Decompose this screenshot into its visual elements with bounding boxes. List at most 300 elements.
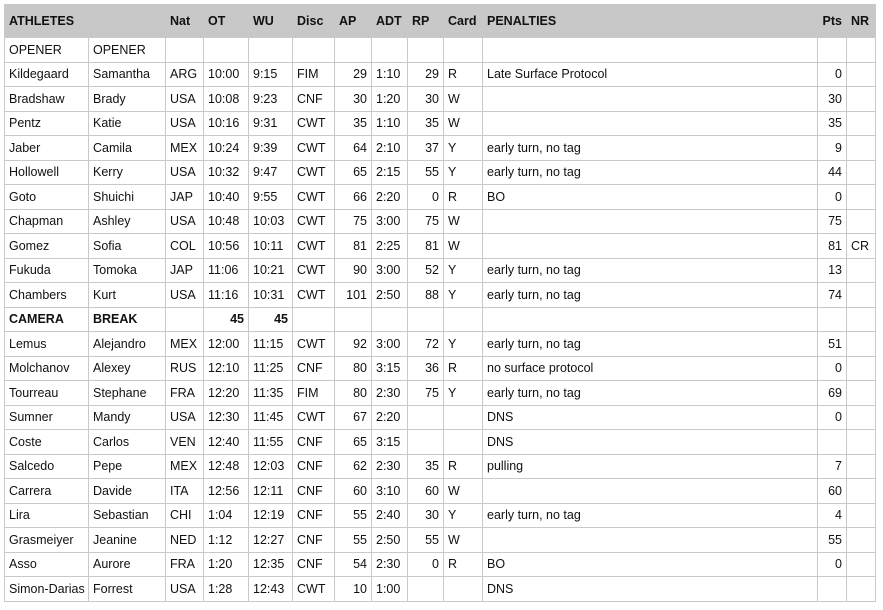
- cell-adt: 3:00: [372, 258, 408, 283]
- cell-disc: CWT: [293, 136, 335, 161]
- cell-nr: [847, 87, 876, 112]
- cell-pts: 4: [818, 503, 847, 528]
- cell-nat: NED: [166, 528, 204, 553]
- cell-card: Y: [444, 258, 483, 283]
- cell-ot: 10:16: [204, 111, 249, 136]
- cell-pts: 44: [818, 160, 847, 185]
- cell-penalties: [483, 307, 818, 332]
- cell-nr: [847, 332, 876, 357]
- cell-wu: 10:03: [249, 209, 293, 234]
- header-pts: Pts: [818, 5, 847, 38]
- cell-rp: 88: [408, 283, 444, 308]
- cell-last-name: Goto: [5, 185, 89, 210]
- cell-first-name: Shuichi: [89, 185, 166, 210]
- cell-disc: CNF: [293, 356, 335, 381]
- cell-pts: 7: [818, 454, 847, 479]
- cell-last-name: Salcedo: [5, 454, 89, 479]
- cell-card: R: [444, 356, 483, 381]
- cell-rp: [408, 577, 444, 602]
- cell-card: W: [444, 87, 483, 112]
- header-adt: ADT: [372, 5, 408, 38]
- table-row: [5, 577, 876, 602]
- cell-penalties: [483, 87, 818, 112]
- cell-disc: [293, 307, 335, 332]
- cell-rp: [408, 307, 444, 332]
- cell-card: W: [444, 111, 483, 136]
- cell-nat: JAP: [166, 258, 204, 283]
- cell-disc: CWT: [293, 405, 335, 430]
- cell-ot: 1:28: [204, 577, 249, 602]
- cell-last-name: CAMERA: [5, 307, 89, 332]
- cell-card: [444, 307, 483, 332]
- cell-first-name: Brady: [89, 87, 166, 112]
- cell-adt: [372, 307, 408, 332]
- cell-adt: 2:25: [372, 234, 408, 259]
- cell-first-name: Pepe: [89, 454, 166, 479]
- cell-first-name: Tomoka: [89, 258, 166, 283]
- cell-disc: CWT: [293, 332, 335, 357]
- cell-nr: [847, 479, 876, 504]
- cell-pts: [818, 430, 847, 455]
- cell-last-name: Fukuda: [5, 258, 89, 283]
- cell-rp: [408, 38, 444, 63]
- table-row: [5, 87, 876, 112]
- table-row: [5, 62, 876, 87]
- cell-ap: 101: [335, 283, 372, 308]
- cell-disc: FIM: [293, 381, 335, 406]
- cell-card: R: [444, 552, 483, 577]
- cell-nat: MEX: [166, 136, 204, 161]
- cell-penalties: pulling: [483, 454, 818, 479]
- cell-ap: 62: [335, 454, 372, 479]
- cell-adt: 3:10: [372, 479, 408, 504]
- cell-last-name: Coste: [5, 430, 89, 455]
- cell-first-name: Kerry: [89, 160, 166, 185]
- cell-nat: JAP: [166, 185, 204, 210]
- cell-ap: 55: [335, 528, 372, 553]
- cell-card: Y: [444, 283, 483, 308]
- cell-first-name: Katie: [89, 111, 166, 136]
- cell-penalties: early turn, no tag: [483, 332, 818, 357]
- cell-adt: 2:30: [372, 552, 408, 577]
- cell-penalties: early turn, no tag: [483, 503, 818, 528]
- cell-penalties: early turn, no tag: [483, 283, 818, 308]
- cell-rp: 60: [408, 479, 444, 504]
- header-nr: NR: [847, 5, 876, 38]
- cell-adt: 1:10: [372, 62, 408, 87]
- cell-rp: [408, 430, 444, 455]
- cell-nat: USA: [166, 160, 204, 185]
- cell-disc: CNF: [293, 479, 335, 504]
- cell-ot: 11:16: [204, 283, 249, 308]
- cell-ap: 54: [335, 552, 372, 577]
- cell-card: R: [444, 185, 483, 210]
- cell-wu: 10:11: [249, 234, 293, 259]
- cell-rp: 30: [408, 503, 444, 528]
- athletes-table: [4, 4, 876, 602]
- header-penalties: PENALTIES: [483, 5, 818, 38]
- cell-ap: 80: [335, 356, 372, 381]
- cell-first-name: Alejandro: [89, 332, 166, 357]
- cell-nr: [847, 454, 876, 479]
- cell-last-name: Sumner: [5, 405, 89, 430]
- cell-ap: [335, 38, 372, 63]
- cell-wu: 11:35: [249, 381, 293, 406]
- table-row: [5, 258, 876, 283]
- cell-disc: CWT: [293, 160, 335, 185]
- cell-ap: 30: [335, 87, 372, 112]
- cell-nat: ITA: [166, 479, 204, 504]
- cell-wu: 12:35: [249, 552, 293, 577]
- cell-pts: 0: [818, 552, 847, 577]
- cell-adt: 2:50: [372, 283, 408, 308]
- cell-rp: 75: [408, 381, 444, 406]
- header-ap: AP: [335, 5, 372, 38]
- cell-nat: [166, 307, 204, 332]
- cell-pts: 75: [818, 209, 847, 234]
- table-row: [5, 38, 876, 63]
- cell-nat: CHI: [166, 503, 204, 528]
- cell-nr: [847, 185, 876, 210]
- cell-pts: 69: [818, 381, 847, 406]
- cell-card: [444, 577, 483, 602]
- header-wu: WU: [249, 5, 293, 38]
- cell-disc: CNF: [293, 430, 335, 455]
- cell-ap: 67: [335, 405, 372, 430]
- cell-pts: 30: [818, 87, 847, 112]
- cell-rp: 72: [408, 332, 444, 357]
- cell-pts: 35: [818, 111, 847, 136]
- cell-ot: 1:12: [204, 528, 249, 553]
- cell-ot: 10:48: [204, 209, 249, 234]
- cell-rp: 75: [408, 209, 444, 234]
- cell-first-name: Aurore: [89, 552, 166, 577]
- cell-last-name: Pentz: [5, 111, 89, 136]
- cell-adt: 3:00: [372, 332, 408, 357]
- cell-ap: 92: [335, 332, 372, 357]
- cell-wu: 12:27: [249, 528, 293, 553]
- cell-penalties: DNS: [483, 405, 818, 430]
- cell-card: [444, 38, 483, 63]
- cell-adt: 1:00: [372, 577, 408, 602]
- table-row: [5, 405, 876, 430]
- cell-nr: [847, 136, 876, 161]
- cell-pts: 51: [818, 332, 847, 357]
- cell-card: [444, 405, 483, 430]
- table-row: [5, 307, 876, 332]
- cell-ap: [335, 307, 372, 332]
- cell-adt: 3:15: [372, 356, 408, 381]
- table-body: [5, 38, 876, 602]
- cell-adt: 2:40: [372, 503, 408, 528]
- cell-rp: 30: [408, 87, 444, 112]
- cell-nr: [847, 38, 876, 63]
- cell-penalties: early turn, no tag: [483, 381, 818, 406]
- cell-disc: [293, 38, 335, 63]
- cell-adt: 2:15: [372, 160, 408, 185]
- cell-ap: 65: [335, 160, 372, 185]
- cell-penalties: BO: [483, 185, 818, 210]
- cell-ap: 80: [335, 381, 372, 406]
- cell-wu: 11:15: [249, 332, 293, 357]
- cell-rp: 36: [408, 356, 444, 381]
- cell-rp: 29: [408, 62, 444, 87]
- cell-nr: [847, 258, 876, 283]
- cell-wu: 9:31: [249, 111, 293, 136]
- cell-wu: 9:23: [249, 87, 293, 112]
- cell-card: R: [444, 62, 483, 87]
- cell-disc: CNF: [293, 87, 335, 112]
- cell-last-name: Tourreau: [5, 381, 89, 406]
- cell-pts: 74: [818, 283, 847, 308]
- cell-nat: FRA: [166, 381, 204, 406]
- cell-penalties: [483, 234, 818, 259]
- table-row: [5, 136, 876, 161]
- cell-first-name: Samantha: [89, 62, 166, 87]
- cell-nat: MEX: [166, 332, 204, 357]
- table-row: [5, 356, 876, 381]
- cell-pts: 0: [818, 356, 847, 381]
- cell-rp: [408, 405, 444, 430]
- cell-penalties: Late Surface Protocol: [483, 62, 818, 87]
- cell-pts: 0: [818, 405, 847, 430]
- cell-adt: [372, 38, 408, 63]
- cell-first-name: Camila: [89, 136, 166, 161]
- table-row: [5, 185, 876, 210]
- cell-nr: [847, 111, 876, 136]
- cell-nr: [847, 307, 876, 332]
- cell-penalties: early turn, no tag: [483, 258, 818, 283]
- cell-adt: 2:50: [372, 528, 408, 553]
- cell-pts: 60: [818, 479, 847, 504]
- cell-wu: 10:31: [249, 283, 293, 308]
- cell-last-name: Bradshaw: [5, 87, 89, 112]
- cell-card: W: [444, 209, 483, 234]
- cell-card: Y: [444, 381, 483, 406]
- cell-last-name: Jaber: [5, 136, 89, 161]
- cell-ot: 10:24: [204, 136, 249, 161]
- cell-wu: 9:55: [249, 185, 293, 210]
- cell-nat: USA: [166, 577, 204, 602]
- cell-nr: [847, 356, 876, 381]
- cell-pts: 9: [818, 136, 847, 161]
- cell-penalties: [483, 111, 818, 136]
- cell-wu: [249, 38, 293, 63]
- cell-first-name: BREAK: [89, 307, 166, 332]
- cell-disc: CWT: [293, 111, 335, 136]
- cell-last-name: OPENER: [5, 38, 89, 63]
- cell-nr: [847, 503, 876, 528]
- cell-pts: 0: [818, 62, 847, 87]
- cell-wu: 9:15: [249, 62, 293, 87]
- cell-disc: CWT: [293, 258, 335, 283]
- cell-ot: 12:40: [204, 430, 249, 455]
- cell-disc: FIM: [293, 62, 335, 87]
- cell-penalties: DNS: [483, 430, 818, 455]
- cell-nat: MEX: [166, 454, 204, 479]
- cell-penalties: no surface protocol: [483, 356, 818, 381]
- cell-wu: 12:43: [249, 577, 293, 602]
- cell-ap: 64: [335, 136, 372, 161]
- table-row: [5, 209, 876, 234]
- cell-last-name: Hollowell: [5, 160, 89, 185]
- cell-wu: 10:21: [249, 258, 293, 283]
- cell-pts: [818, 577, 847, 602]
- cell-nr: [847, 62, 876, 87]
- cell-nr: CR: [847, 234, 876, 259]
- cell-nr: [847, 283, 876, 308]
- cell-nr: [847, 577, 876, 602]
- cell-last-name: Lira: [5, 503, 89, 528]
- cell-last-name: Kildegaard: [5, 62, 89, 87]
- table-row: [5, 234, 876, 259]
- cell-ot: 12:20: [204, 381, 249, 406]
- cell-first-name: Sebastian: [89, 503, 166, 528]
- cell-wu: 9:47: [249, 160, 293, 185]
- cell-card: Y: [444, 503, 483, 528]
- cell-ot: 10:00: [204, 62, 249, 87]
- cell-card: R: [444, 454, 483, 479]
- cell-ap: 90: [335, 258, 372, 283]
- cell-adt: 2:20: [372, 405, 408, 430]
- cell-card: [444, 430, 483, 455]
- header-athletes: ATHLETES: [5, 5, 89, 38]
- table-row: [5, 479, 876, 504]
- cell-ap: 66: [335, 185, 372, 210]
- cell-ap: 75: [335, 209, 372, 234]
- cell-nr: [847, 405, 876, 430]
- cell-ap: 10: [335, 577, 372, 602]
- cell-disc: CWT: [293, 234, 335, 259]
- cell-first-name: Alexey: [89, 356, 166, 381]
- cell-penalties: BO: [483, 552, 818, 577]
- table-row: [5, 430, 876, 455]
- cell-adt: 2:10: [372, 136, 408, 161]
- cell-wu: 45: [249, 307, 293, 332]
- cell-ot: 10:32: [204, 160, 249, 185]
- cell-rp: 35: [408, 454, 444, 479]
- cell-ap: 81: [335, 234, 372, 259]
- table-row: [5, 454, 876, 479]
- cell-adt: 2:30: [372, 381, 408, 406]
- cell-nat: COL: [166, 234, 204, 259]
- cell-last-name: Lemus: [5, 332, 89, 357]
- cell-ot: 45: [204, 307, 249, 332]
- cell-nr: [847, 381, 876, 406]
- cell-penalties: [483, 528, 818, 553]
- cell-pts: 0: [818, 185, 847, 210]
- header-athletes-first: [89, 5, 166, 38]
- cell-pts: 55: [818, 528, 847, 553]
- cell-ot: 12:48: [204, 454, 249, 479]
- cell-penalties: [483, 479, 818, 504]
- cell-adt: 1:20: [372, 87, 408, 112]
- cell-wu: 11:45: [249, 405, 293, 430]
- cell-ot: 10:56: [204, 234, 249, 259]
- cell-wu: 12:19: [249, 503, 293, 528]
- cell-penalties: [483, 209, 818, 234]
- cell-pts: [818, 38, 847, 63]
- cell-ap: 29: [335, 62, 372, 87]
- cell-adt: 3:15: [372, 430, 408, 455]
- cell-ot: [204, 38, 249, 63]
- cell-ap: 35: [335, 111, 372, 136]
- cell-ot: 10:40: [204, 185, 249, 210]
- cell-penalties: early turn, no tag: [483, 136, 818, 161]
- cell-pts: 13: [818, 258, 847, 283]
- header-card: Card: [444, 5, 483, 38]
- cell-pts: 81: [818, 234, 847, 259]
- cell-ap: 60: [335, 479, 372, 504]
- cell-card: Y: [444, 332, 483, 357]
- cell-ap: 65: [335, 430, 372, 455]
- cell-nat: USA: [166, 87, 204, 112]
- cell-disc: CWT: [293, 283, 335, 308]
- table-row: [5, 381, 876, 406]
- cell-first-name: Ashley: [89, 209, 166, 234]
- cell-nat: RUS: [166, 356, 204, 381]
- cell-pts: [818, 307, 847, 332]
- cell-card: W: [444, 528, 483, 553]
- table-row: [5, 552, 876, 577]
- cell-disc: CNF: [293, 528, 335, 553]
- table-row: [5, 160, 876, 185]
- cell-ot: 12:30: [204, 405, 249, 430]
- cell-nat: [166, 38, 204, 63]
- cell-card: W: [444, 234, 483, 259]
- cell-disc: CWT: [293, 185, 335, 210]
- cell-disc: CWT: [293, 577, 335, 602]
- cell-penalties: DNS: [483, 577, 818, 602]
- cell-last-name: Gomez: [5, 234, 89, 259]
- cell-card: Y: [444, 136, 483, 161]
- cell-ap: 55: [335, 503, 372, 528]
- cell-adt: 2:20: [372, 185, 408, 210]
- cell-first-name: Carlos: [89, 430, 166, 455]
- cell-nr: [847, 430, 876, 455]
- cell-wu: 11:25: [249, 356, 293, 381]
- cell-rp: 0: [408, 185, 444, 210]
- header-ot: OT: [204, 5, 249, 38]
- header-nat: Nat: [166, 5, 204, 38]
- table-row: [5, 528, 876, 553]
- cell-wu: 9:39: [249, 136, 293, 161]
- cell-adt: 1:10: [372, 111, 408, 136]
- cell-ot: 1:04: [204, 503, 249, 528]
- cell-disc: CNF: [293, 552, 335, 577]
- cell-ot: 10:08: [204, 87, 249, 112]
- cell-nat: USA: [166, 111, 204, 136]
- cell-last-name: Molchanov: [5, 356, 89, 381]
- cell-rp: 35: [408, 111, 444, 136]
- cell-last-name: Simon-Darias: [5, 577, 89, 602]
- cell-last-name: Chapman: [5, 209, 89, 234]
- cell-ot: 1:20: [204, 552, 249, 577]
- cell-last-name: Chambers: [5, 283, 89, 308]
- cell-nr: [847, 552, 876, 577]
- cell-rp: 0: [408, 552, 444, 577]
- header-disc: Disc: [293, 5, 335, 38]
- cell-first-name: Mandy: [89, 405, 166, 430]
- table-row: [5, 503, 876, 528]
- cell-first-name: OPENER: [89, 38, 166, 63]
- cell-rp: 37: [408, 136, 444, 161]
- cell-card: W: [444, 479, 483, 504]
- cell-nr: [847, 160, 876, 185]
- cell-nr: [847, 209, 876, 234]
- cell-nat: FRA: [166, 552, 204, 577]
- cell-last-name: Asso: [5, 552, 89, 577]
